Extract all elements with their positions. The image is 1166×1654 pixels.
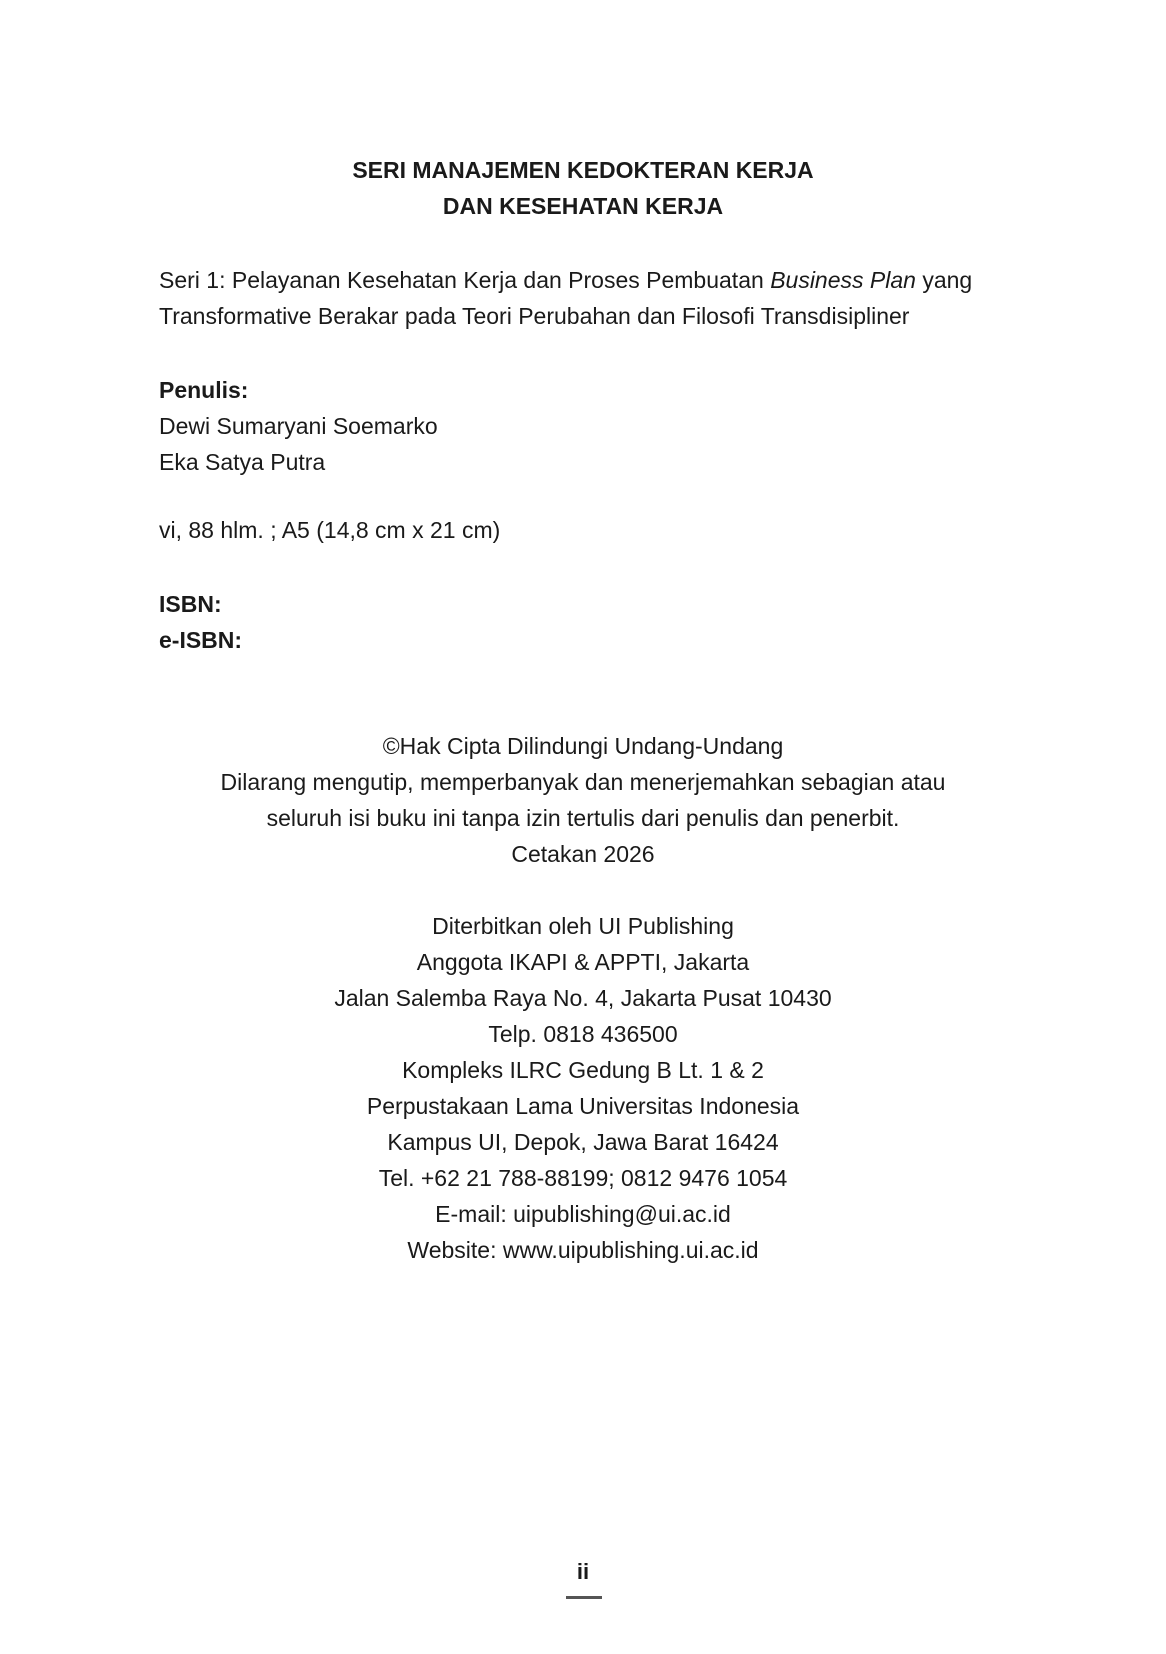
- physical-description: [159, 512, 1059, 548]
- eisbn-label: e-ISBN:: [159, 627, 243, 653]
- publisher-line: Kompleks ILRC Gedung B Lt. 1 & 2: [402, 1057, 764, 1083]
- publisher-line: Telp. 0818 436500: [488, 1021, 678, 1047]
- publisher-line: Tel. +62 21 788-88199; 0812 9476 1054: [378, 1165, 788, 1191]
- publisher-line: Kampus UI, Depok, Jawa Barat 16424: [387, 1129, 779, 1155]
- subtitle-line-1-suffix: yang: [915, 267, 973, 293]
- subtitle-line-1: [159, 262, 1059, 298]
- subtitle-line-1-prefix: Seri 1: Pelayanan Kesehatan Kerja dan Proses Pembuatan: [159, 267, 771, 293]
- publisher-website: Website: www.uipublishing.ui.ac.id: [407, 1237, 759, 1263]
- isbn-label: ISBN:: [159, 591, 222, 617]
- copyright-line-2: Dilarang mengutip, memperbanyak dan menerjemahkan sebagian atau: [220, 769, 946, 795]
- book-subtitle: [159, 262, 1059, 334]
- publisher-info: [0, 908, 1166, 1268]
- subtitle-line-2: Transformative Berakar pada Teori Perubahan dan Filosofi Transdisipliner: [159, 303, 910, 329]
- series-title: [0, 152, 1166, 224]
- page-number: ii: [576, 1559, 590, 1584]
- author-name: Dewi Sumaryani Soemarko: [159, 413, 438, 439]
- identifiers-section: [159, 586, 1059, 658]
- series-title-line-1: SERI MANAJEMEN KEDOKTERAN KERJA: [352, 157, 814, 183]
- physical-description-text: vi, 88 hlm. ; A5 (14,8 cm x 21 cm): [159, 517, 501, 543]
- publisher-line: Anggota IKAPI & APPTI, Jakarta: [416, 949, 750, 975]
- subtitle-line-1-italic: Business Plan: [770, 267, 916, 293]
- authors-section: [159, 372, 1059, 480]
- copyright-notice: [0, 728, 1166, 872]
- copyright-line-3: seluruh isi buku ini tanpa izin tertulis dari penulis dan penerbit.: [266, 805, 900, 831]
- copyright-line-4: Cetakan 2026: [511, 841, 655, 867]
- publisher-line: Diterbitkan oleh UI Publishing: [432, 913, 734, 939]
- publisher-email: E-mail: uipublishing@ui.ac.id: [435, 1201, 731, 1227]
- series-title-line-2: DAN KESEHATAN KERJA: [442, 193, 724, 219]
- page-number-rule: [566, 1596, 602, 1599]
- copyright-line-1: ©Hak Cipta Dilindungi Undang-Undang: [382, 733, 784, 759]
- publisher-line: Perpustakaan Lama Universitas Indonesia: [366, 1093, 800, 1119]
- publisher-line: Jalan Salemba Raya No. 4, Jakarta Pusat 10430: [334, 985, 832, 1011]
- author-name: Eka Satya Putra: [159, 449, 326, 475]
- authors-heading: Penulis:: [159, 377, 249, 403]
